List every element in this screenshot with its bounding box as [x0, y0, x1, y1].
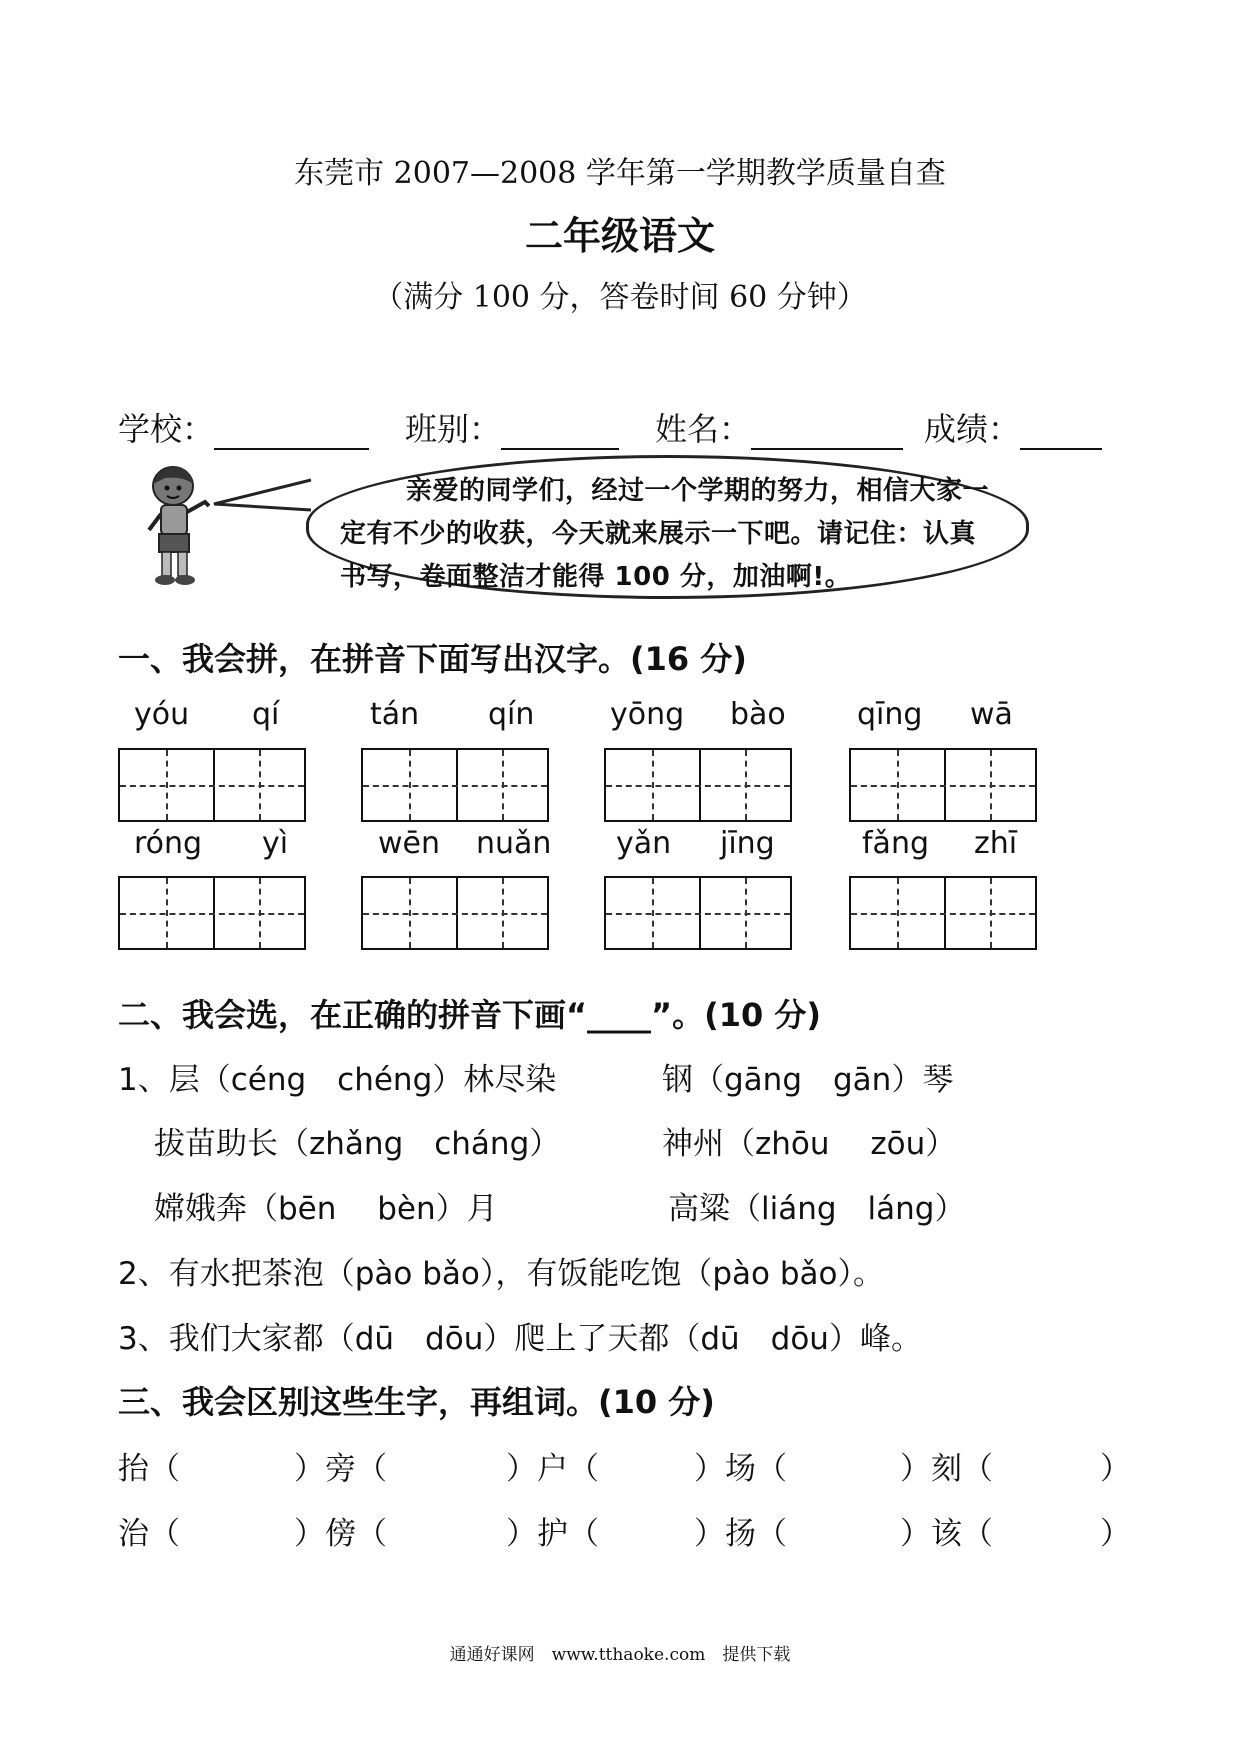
- tianzige-box[interactable]: [118, 876, 306, 950]
- question-line: 钢（gāng gān）琴: [662, 1062, 954, 1098]
- pinyin-label: wēn: [378, 826, 441, 861]
- section3-heading: 三、我会区别这些生字，再组词。(10 分): [118, 1383, 715, 1421]
- tianzige-box[interactable]: [604, 876, 792, 950]
- exam-note: （满分 100 分，答卷时间 60 分钟）: [373, 280, 867, 315]
- speech-bubble-tail: [212, 478, 312, 518]
- question-line: 1、层（céng chéng）林尽染: [118, 1062, 557, 1098]
- pinyin-label: zhī: [974, 826, 1018, 861]
- score-field: 成绩：: [924, 404, 1102, 450]
- tianzige-box[interactable]: [361, 876, 549, 950]
- name-field: 姓名：: [655, 404, 903, 450]
- word-blank: ）刻（: [900, 1451, 993, 1487]
- pinyin-label: qín: [488, 697, 535, 732]
- pinyin-label: nuǎn: [476, 826, 552, 861]
- exam-title: 东莞市 2007—2008 学年第一学期教学质量自查: [294, 156, 946, 191]
- school-field: 学校：: [118, 404, 369, 450]
- question-line: 拔苗助长（zhǎng cháng）: [154, 1126, 561, 1162]
- tianzige-box[interactable]: [849, 876, 1037, 950]
- pinyin-label: yǎn: [616, 826, 672, 861]
- word-blank: ）: [1100, 1451, 1131, 1487]
- pinyin-label: yōng: [610, 697, 685, 732]
- pinyin-label: wā: [970, 697, 1013, 732]
- tianzige-box[interactable]: [849, 748, 1037, 822]
- question-line: 2、有水把茶泡（pào bǎo），有饭能吃饱（pào bǎo）。: [118, 1256, 884, 1292]
- tianzige-box[interactable]: [118, 748, 306, 822]
- word-blank: ）旁（: [294, 1451, 387, 1487]
- question-line: 高粱（liáng láng）: [668, 1191, 966, 1227]
- word-blank: ）: [1100, 1516, 1131, 1552]
- tianzige-box[interactable]: [361, 748, 549, 822]
- word-blank: ）扬（: [694, 1516, 787, 1552]
- word-blank: ）护（: [506, 1516, 599, 1552]
- pinyin-label: bào: [730, 697, 786, 732]
- footer-credit: 通通好课网 www.tthaoke.com 提供下载: [449, 1645, 791, 1665]
- pinyin-label: yì: [262, 826, 289, 861]
- pinyin-label: tán: [370, 697, 420, 732]
- word-blank: ）该（: [900, 1516, 993, 1552]
- section2-heading: 二、我会选，在正确的拼音下画“____”。(10 分): [118, 996, 821, 1034]
- word-blank: 治（: [118, 1516, 180, 1552]
- question-line: 神州（zhōu zōu）: [662, 1126, 957, 1162]
- pinyin-label: yóu: [134, 697, 190, 732]
- pinyin-label: róng: [134, 826, 203, 861]
- question-line: 3、我们大家都（dū dōu）爬上了天都（dū dōu）峰。: [118, 1321, 922, 1357]
- pinyin-label: qí: [252, 697, 280, 732]
- speech-bubble-text: 亲爱的同学们，经过一个学期的努力，相信大家一定有不少的收获，今天就来展示一下吧。请记住：认真书写，卷面整洁才能得 100 分，加油啊!。: [340, 476, 990, 592]
- tianzige-box[interactable]: [604, 748, 792, 822]
- subject-title: 二年级语文: [524, 214, 715, 258]
- pinyin-label: fǎng: [862, 826, 930, 861]
- word-blank: ）傍（: [294, 1516, 387, 1552]
- section1-heading: 一、我会拼，在拼音下面写出汉字。(16 分): [118, 640, 747, 678]
- pinyin-label: jīng: [720, 826, 775, 861]
- class-field: 班别：: [405, 404, 619, 450]
- word-blank: ）场（: [694, 1451, 787, 1487]
- word-blank: ）户（: [506, 1451, 599, 1487]
- word-blank: 抬（: [118, 1451, 180, 1487]
- pinyin-label: qīng: [857, 697, 923, 732]
- question-line: 嫦娥奔（bēn bèn）月: [154, 1191, 498, 1227]
